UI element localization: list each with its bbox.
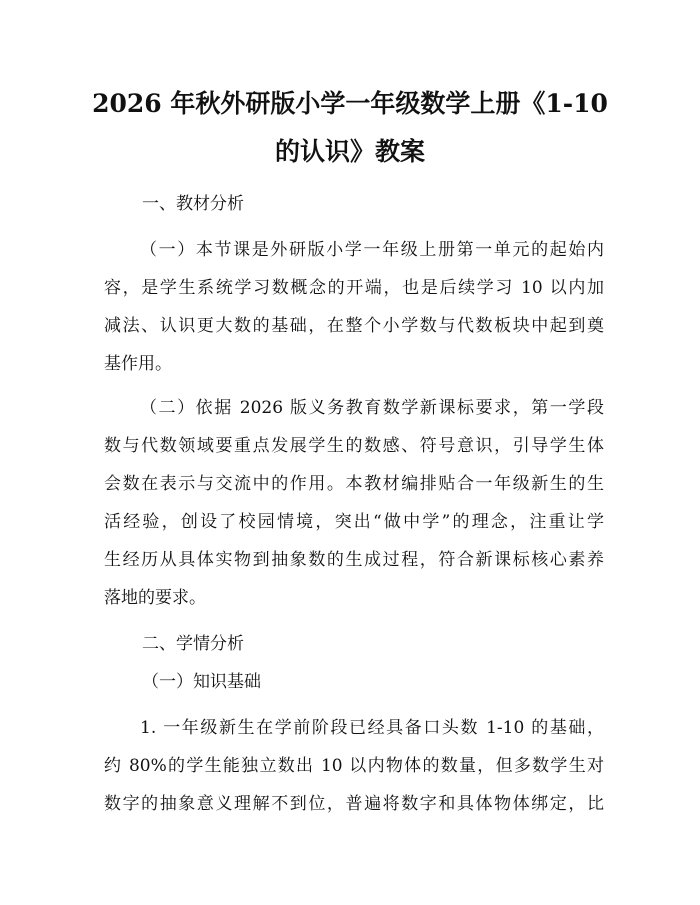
subsection-heading-knowledge-basis: （一）知识基础 — [142, 672, 261, 692]
paragraph-line: 1. 一年级新生在学前阶段已经具备口头数 1-10 的基础， — [140, 718, 604, 738]
section-heading-learner-analysis: 二、学情分析 — [142, 634, 244, 654]
paragraph-line: 约 80%的学生能独立数出 10 以内物体的数量，但多数学生对 — [104, 756, 604, 776]
paragraph-line: 减法、认识更大数的基础，在整个小学数与代数板块中起到奠 — [104, 316, 604, 336]
paragraph-line: 会数在表示与交流中的作用。本教材编排贴合一年级新生的生 — [104, 474, 604, 494]
paragraph-line: 落地的要求。 — [104, 588, 206, 608]
paragraph-line: 数与代数领域要重点发展学生的数感、符号意识，引导学生体 — [104, 436, 604, 456]
paragraph-line: 生经历从具体实物到抽象数的生成过程，符合新课标核心素养 — [104, 550, 604, 570]
paragraph-line: 活经验，创设了校园情境，突出“做中学”的理念，注重让学 — [104, 512, 604, 532]
document-title-line-2: 的认识》教案 — [274, 137, 425, 166]
section-heading-textbook-analysis: 一、教材分析 — [142, 194, 244, 214]
paragraph-line: 基作用。 — [104, 354, 172, 374]
paragraph-line: 数字的抽象意义理解不到位，普遍将数字和具体物体绑定，比 — [104, 794, 604, 814]
paragraph-line: 容，是学生系统学习数概念的开端，也是后续学习 10 以内加 — [104, 278, 604, 298]
paragraph-line: （一）本节课是外研版小学一年级上册第一单元的起始内 — [140, 240, 604, 260]
paragraph-line: （二）依据 2026 版义务教育数学新课标要求，第一学段 — [140, 398, 604, 418]
document-title-line-1: 2026 年秋外研版小学一年级数学上册《1-10 — [92, 89, 608, 118]
